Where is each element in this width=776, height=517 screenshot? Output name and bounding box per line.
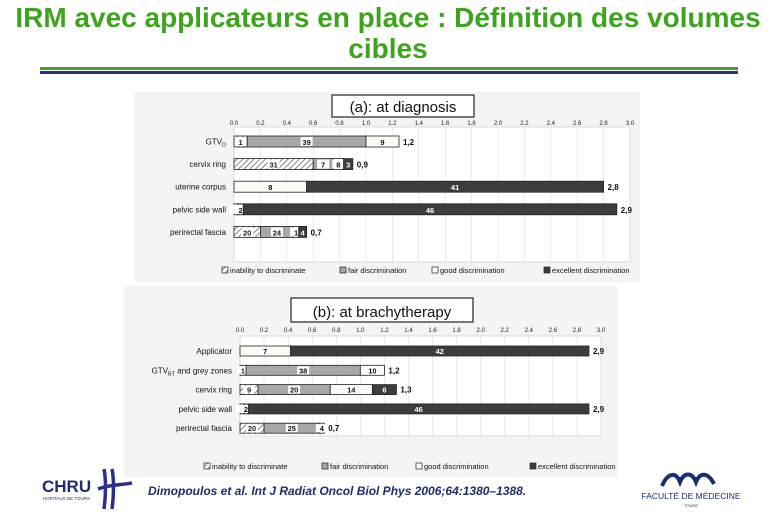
- category-label: [173, 205, 227, 214]
- chart-brachytherapy: [124, 286, 618, 477]
- data-label: 39: [302, 138, 311, 147]
- data-label: 31: [269, 160, 278, 170]
- total-label: 2,9: [592, 347, 605, 356]
- data-label: 1: [238, 138, 243, 147]
- x-tick-label: 2.4: [546, 121, 555, 127]
- data-label: 42: [435, 347, 444, 356]
- chru-logo-text: CHRU: [42, 477, 92, 496]
- category-label: [196, 386, 232, 395]
- category-label-main: GTV: [205, 137, 223, 147]
- x-tick-label: 0.8: [335, 121, 344, 127]
- x-tick-label: 2.0: [493, 121, 503, 127]
- x-tick-label: 1.2: [380, 328, 389, 334]
- data-label: 7: [321, 160, 326, 170]
- slide-title: IRM avec applicateurs en place : Définition des volumes cibles: [15, 2, 761, 64]
- total-label: 2,9: [620, 205, 632, 215]
- chart-panel-brachytherapy: [124, 286, 618, 477]
- legend-swatch: [530, 463, 536, 469]
- category-label: [170, 228, 227, 237]
- legend-swatch: [544, 267, 550, 273]
- category-label: [152, 366, 232, 377]
- data-label: 3: [346, 160, 351, 170]
- data-label: 9: [380, 138, 385, 147]
- category-label-sub: D: [222, 142, 226, 149]
- title-rule-blue: [40, 71, 738, 74]
- total-label: 1,2: [403, 138, 415, 147]
- total-label: 2,8: [607, 183, 619, 193]
- x-tick-label: 3.0: [625, 121, 635, 127]
- legend-label: fair discrimination: [348, 266, 407, 275]
- x-tick-label: 0.6: [309, 121, 318, 127]
- x-tick-label: 2.8: [572, 328, 582, 334]
- data-label: 20: [247, 424, 257, 434]
- category-label-main: cervix ring: [195, 385, 232, 395]
- data-label: 24: [272, 228, 282, 238]
- data-label: 10: [368, 366, 377, 376]
- x-tick-label: 1.8: [452, 328, 461, 334]
- category-label: [190, 160, 226, 169]
- chart-panel-diagnosis: [134, 92, 640, 282]
- category-label-main: Applicator: [196, 347, 232, 356]
- total-label: 1,3: [400, 385, 412, 395]
- category-label-sub: BT: [168, 371, 176, 378]
- category-label-main: GTV: [151, 366, 169, 376]
- total-label: 2,9: [592, 404, 605, 414]
- x-tick-label: 2.8: [599, 121, 608, 127]
- data-label: 41: [450, 183, 460, 193]
- category-label-main: pelvic side wall: [178, 404, 232, 414]
- data-label: 6: [382, 385, 387, 395]
- category-label: [179, 405, 233, 414]
- x-tick-label: 1.6: [428, 328, 437, 334]
- data-label: 4: [319, 424, 324, 434]
- x-tick-label: 1.2: [388, 121, 397, 127]
- category-label-rest: and grey zones: [175, 366, 232, 376]
- x-tick-label: 0.4: [283, 328, 293, 334]
- legend-label: inability to discriminate: [230, 266, 306, 275]
- data-label: 2: [243, 404, 249, 414]
- legend-label: good discrimination: [440, 266, 505, 275]
- data-label: 1: [240, 366, 246, 376]
- chart-title: (a): at diagnosis: [349, 99, 457, 116]
- x-tick-label: 3.0: [596, 328, 606, 334]
- x-tick-label: 1.4: [414, 121, 423, 127]
- title-rule-green: [40, 67, 738, 70]
- data-label: 14: [347, 385, 356, 395]
- data-label: 25: [287, 424, 296, 434]
- category-label-main: cervix ring: [189, 160, 226, 170]
- citation: Dimopoulos et al. Int J Radiat Oncol Biol Phys 2006;64:1380–1388.: [148, 484, 527, 498]
- category-label: [196, 347, 232, 356]
- data-label: 20: [289, 385, 299, 395]
- x-tick-label: 0.6: [308, 328, 317, 334]
- data-label: 7: [263, 347, 268, 356]
- legend-label: good discrimination: [424, 462, 489, 471]
- total-label: 0,7: [328, 424, 340, 434]
- total-label: 0,7: [310, 228, 322, 238]
- category-label-main: pelvic side wall: [172, 205, 226, 215]
- x-tick-label: 1.4: [404, 328, 413, 334]
- x-tick-label: 0.4: [282, 121, 291, 127]
- x-tick-label: 0.0: [235, 328, 245, 334]
- data-label: 8: [268, 183, 273, 193]
- category-label: [176, 424, 233, 433]
- total-label: 0,9: [356, 160, 368, 170]
- data-label: 46: [414, 404, 423, 414]
- data-label: 8: [336, 160, 341, 170]
- data-label: 4: [300, 228, 305, 238]
- total-label: 1,2: [388, 366, 400, 376]
- legend-label: excellent discrimination: [552, 266, 630, 275]
- faculty-logo: [632, 468, 750, 510]
- data-label: 1: [293, 228, 299, 238]
- faculty-logo-line2: TOURS: [684, 503, 698, 508]
- chart-diagnosis: [134, 92, 640, 282]
- legend-swatch: [340, 267, 346, 273]
- x-tick-label: 2.6: [573, 121, 582, 127]
- x-tick-label: 2.0: [476, 328, 485, 334]
- legend-swatch: [204, 463, 210, 469]
- category-label-main: uterine corpus: [175, 182, 226, 192]
- legend-swatch: [222, 267, 228, 273]
- legend-swatch: [416, 463, 422, 469]
- legend-label: fair discrimination: [330, 462, 389, 471]
- chart-title: (b): at brachytherapy: [312, 304, 452, 321]
- data-label: 2: [238, 205, 243, 215]
- data-label: 38: [299, 366, 308, 376]
- x-tick-label: 2.2: [520, 121, 529, 127]
- category-label-main: perirectal fascia: [169, 227, 226, 237]
- category-label-main: perirectal fascia: [175, 424, 232, 434]
- legend-swatch: [322, 463, 328, 469]
- x-tick-label: 0.2: [259, 328, 269, 334]
- x-tick-label: 2.2: [500, 328, 509, 334]
- data-label: 20: [243, 228, 252, 238]
- x-tick-label: 0.0: [229, 121, 239, 127]
- x-tick-label: 1.0: [361, 121, 371, 127]
- x-tick-label: 1.8: [467, 121, 476, 127]
- category-label: [206, 138, 226, 149]
- data-label: 9: [246, 385, 252, 395]
- chru-logo-subtext: HOPITAUX DE TOURS: [43, 496, 91, 501]
- category-label: [175, 183, 226, 192]
- x-tick-label: 1.0: [356, 328, 365, 334]
- legend-label: inability to discriminate: [212, 462, 288, 471]
- x-tick-label: 1.6: [441, 121, 450, 127]
- data-label: 46: [425, 205, 435, 215]
- faculty-logo-line1: FACULTÉ DE MÉDECINE: [641, 491, 741, 501]
- x-tick-label: 0.8: [332, 328, 341, 334]
- x-tick-label: 2.6: [548, 328, 558, 334]
- legend-swatch: [432, 267, 438, 273]
- chru-logo: [40, 465, 136, 511]
- x-tick-label: 2.4: [524, 328, 533, 334]
- x-tick-label: 0.2: [256, 121, 265, 127]
- legend-label: excellent discrimination: [538, 462, 616, 471]
